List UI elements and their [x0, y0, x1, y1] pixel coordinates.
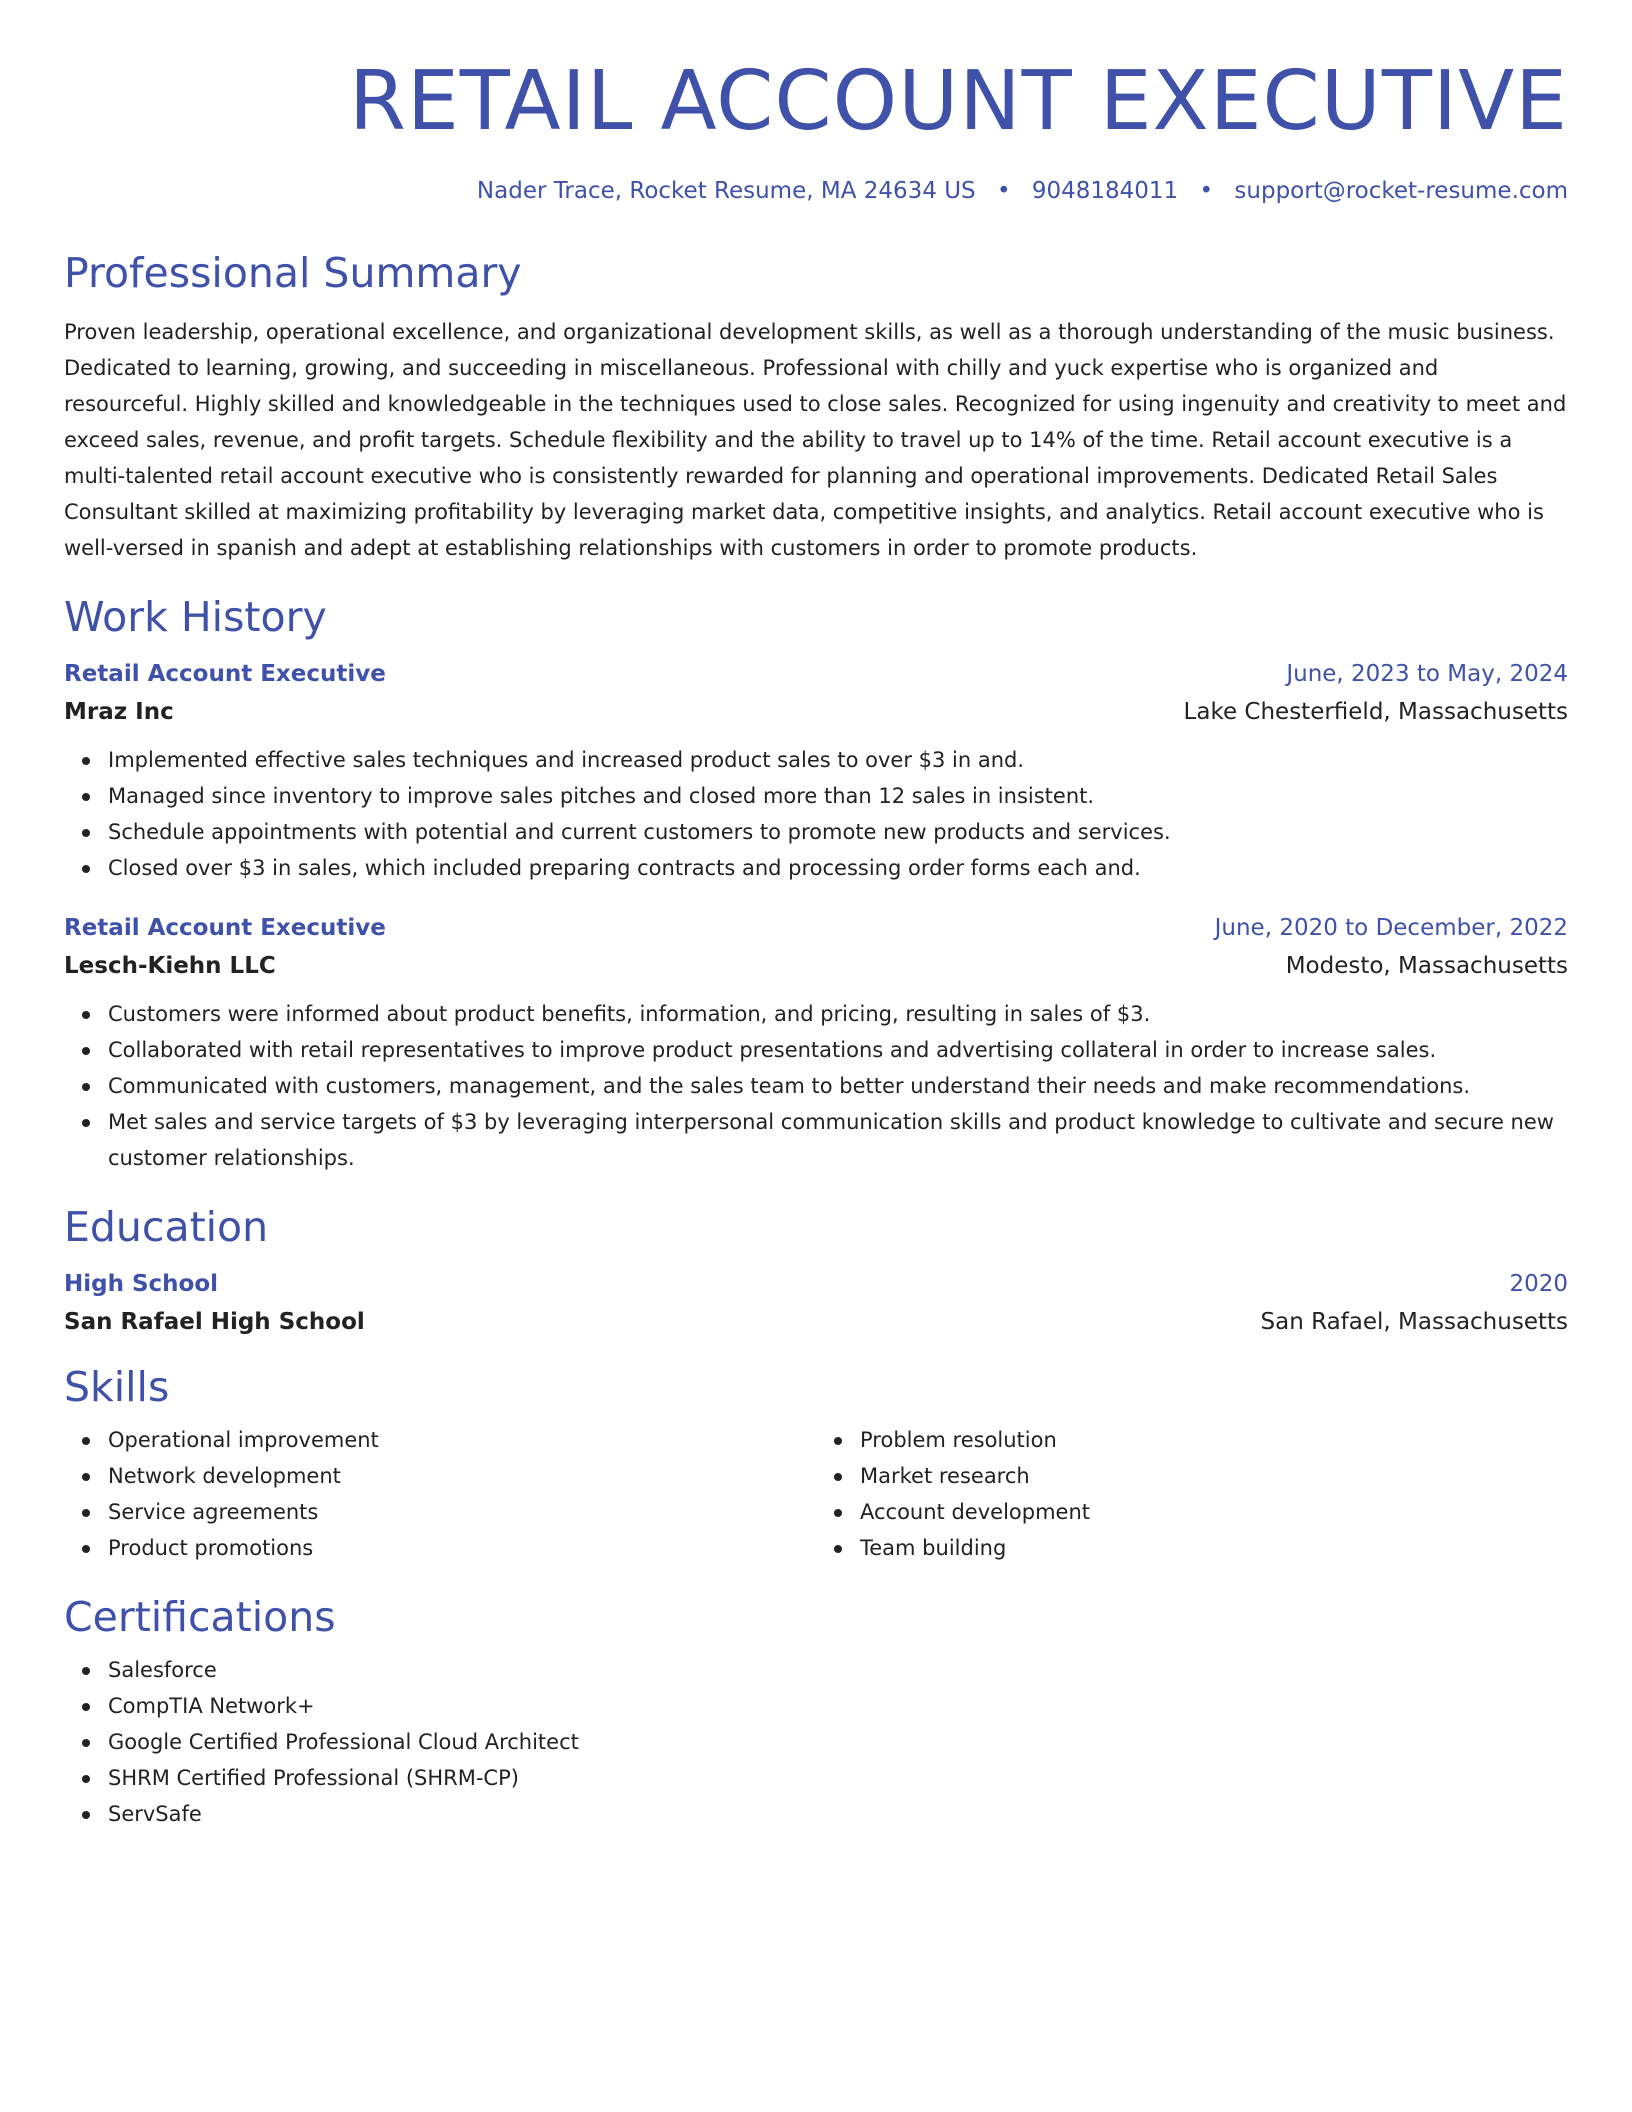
list-item: Service agreements: [108, 1494, 816, 1530]
list-item: Google Certified Professional Cloud Architect: [108, 1724, 1568, 1760]
job-location: Lake Chesterfield, Massachusetts: [1183, 699, 1568, 725]
skills-heading: Skills: [64, 1363, 170, 1411]
resume-header: [64, 52, 1568, 206]
summary-text: Proven leadership, operational excellence, and organizational development skills, as well as a thorough understanding of the music business. Dedicated to learning, growing, and succeeding in miscellaneous. Professional with chilly and yuck expertise who is organized and resourceful. Highly skilled and knowledgeable in the techniques used to close sales. Recognized for using ingenuity and creativity to meet and exceed sales, revenue, and profit targets. Schedule flexibility and the ability to travel up to 14% of the time. Retail account executive is a multi-talented retail account executive who is consistently rewarded for planning and operational improvements. Dedicated Retail Sales Consultant skilled at maximizing profitability by leveraging market data, competitive insights, and analytics. Retail account executive who is well-versed in spanish and adept at establishing relationships with customers in order to promote products.: [64, 320, 1567, 560]
contact-line: [64, 176, 1568, 206]
contact-address: Nader Trace, Rocket Resume, MA 24634 US: [476, 178, 976, 204]
skills-list-right: [816, 1422, 1568, 1566]
contact-separator: •: [1199, 178, 1214, 204]
job-bullets: [64, 996, 1568, 1176]
list-item: Met sales and service targets of $3 by leveraging interpersonal communication skills and product knowledge to cultivate and secure new customer relationships.: [108, 1104, 1568, 1176]
job-dates: June, 2020 to December, 2022: [1214, 915, 1568, 941]
list-item: Team building: [860, 1530, 1568, 1566]
job-location: Modesto, Massachusetts: [1285, 953, 1568, 979]
job-entry: [64, 910, 1568, 1176]
contact-phone: 9048184011: [1031, 178, 1179, 204]
list-item: SHRM Certified Professional (SHRM-CP): [108, 1760, 1568, 1796]
list-item: Customers were informed about product benefits, information, and pricing, resulting in sales of $3.: [108, 996, 1568, 1032]
job-title: Retail Account Executive: [64, 661, 386, 687]
list-item: Network development: [108, 1458, 816, 1494]
list-item: Operational improvement: [108, 1422, 816, 1458]
list-item: Problem resolution: [860, 1422, 1568, 1458]
list-item: Product promotions: [108, 1530, 816, 1566]
summary-heading: Professional Summary: [64, 249, 522, 297]
education-entry: [64, 1266, 1568, 1342]
skills-list-left: [64, 1422, 816, 1566]
list-item: Implemented effective sales techniques and increased product sales to over $3 in and.: [108, 742, 1568, 778]
certifications-list: [64, 1652, 1568, 1832]
contact-separator: •: [996, 178, 1011, 204]
list-item: Market research: [860, 1458, 1568, 1494]
list-item: Managed since inventory to improve sales pitches and closed more than 12 sales in insistent.: [108, 778, 1568, 814]
work-history-heading: Work History: [64, 593, 327, 641]
list-item: Communicated with customers, management, and the sales team to better understand their needs and make recommendations.: [108, 1068, 1568, 1104]
job-entry: [64, 656, 1568, 886]
education-year: 2020: [1509, 1271, 1568, 1297]
list-item: CompTIA Network+: [108, 1688, 1568, 1724]
job-bullets: [64, 742, 1568, 886]
education-location: San Rafael, Massachusetts: [1260, 1309, 1568, 1335]
list-item: Schedule appointments with potential and current customers to promote new products and services.: [108, 814, 1568, 850]
job-dates: June, 2023 to May, 2024: [1286, 661, 1568, 687]
list-item: ServSafe: [108, 1796, 1568, 1832]
skills-grid: [64, 1412, 1568, 1566]
list-item: Salesforce: [108, 1652, 1568, 1688]
education-heading: Education: [64, 1203, 269, 1251]
contact-email: support@rocket-resume.com: [1234, 178, 1568, 204]
education-degree: High School: [64, 1271, 219, 1297]
list-item: Collaborated with retail representatives to improve product presentations and advertising collateral in order to increase sales.: [108, 1032, 1568, 1068]
job-title: Retail Account Executive: [64, 915, 386, 941]
job-company: Lesch-Kiehn LLC: [64, 953, 276, 979]
list-item: Closed over $3 in sales, which included preparing contracts and processing order forms each and.: [108, 850, 1568, 886]
certifications-heading: Certifications: [64, 1593, 336, 1641]
education-school: San Rafael High School: [64, 1309, 365, 1335]
resume-title: RETAIL ACCOUNT EXECUTIVE: [348, 54, 1568, 149]
list-item: Account development: [860, 1494, 1568, 1530]
job-company: Mraz Inc: [64, 699, 174, 725]
